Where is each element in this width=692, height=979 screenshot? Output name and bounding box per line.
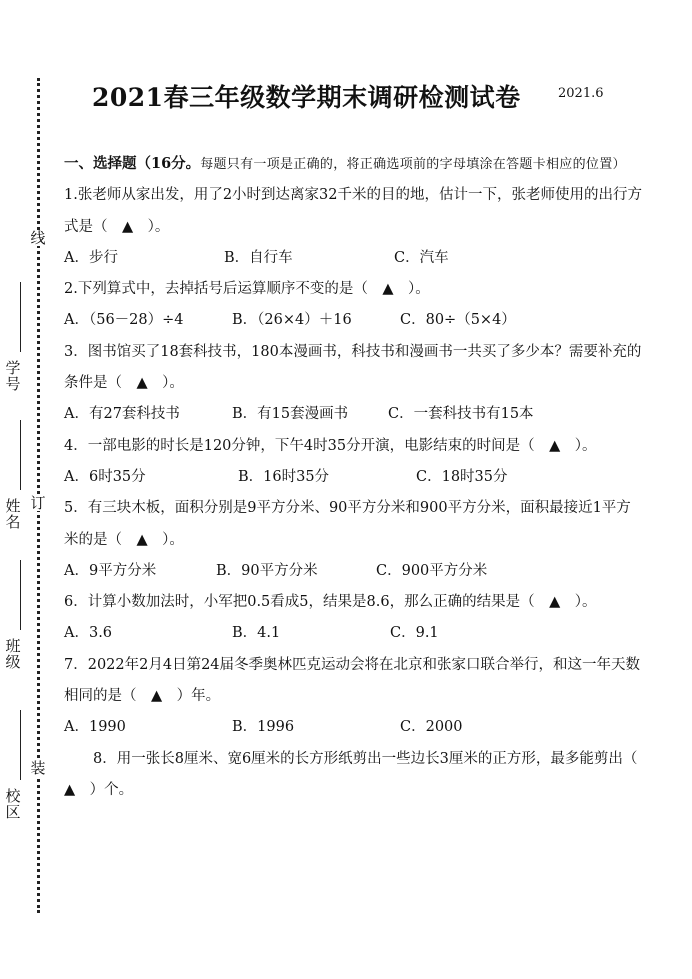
question-1: 1.张老师从家出发，用了2小时到达离家32千米的目的地，估计一下，张老师使用的出行方式是（ ▲ ）。 (64, 187, 643, 235)
student-number-field[interactable] (4, 282, 22, 400)
option-a[interactable]: A．有27套科技书 (64, 406, 180, 423)
name-field[interactable] (4, 420, 22, 538)
options-2 (64, 305, 644, 336)
option-a[interactable]: A．3.6 (64, 625, 113, 642)
option-a[interactable]: A．1990 (64, 719, 126, 736)
student-number-label: 学号 (5, 359, 21, 393)
option-b[interactable]: B．90平方分米 (216, 562, 318, 579)
binding-word-bind: 装 (27, 760, 49, 776)
question-8: 8．用一张长8厘米、宽6厘米的长方形纸剪出一些边长3厘米的正方形，最多能剪出（ ▲ ）个。 (64, 750, 652, 798)
section-title: 一、选择题（16分。 (64, 155, 201, 172)
option-c[interactable]: C．18时35分 (416, 468, 508, 485)
campus-label: 校区 (5, 787, 21, 821)
question-2: 2.下列算式中，去掉括号后运算顺序不变的是（ ▲ ）。 (64, 281, 430, 298)
section-instruction: 每题只有一项是正确的，将正确选项前的字母填涂在答题卡相应的位置） (200, 157, 626, 172)
name-label: 姓名 (5, 497, 21, 531)
option-b[interactable]: B．自行车 (224, 249, 293, 266)
options-1 (64, 243, 644, 274)
student-number-blank[interactable] (20, 282, 21, 352)
option-c[interactable]: C．2000 (400, 719, 463, 736)
campus-blank[interactable] (20, 710, 21, 780)
question-4: 4．一部电影的时长是120分钟，下午4时35分开演，电影结束的时间是（ ▲ ）。 (64, 437, 597, 454)
option-a[interactable]: A．（56－28）÷4 (64, 312, 184, 329)
options-6 (64, 618, 644, 649)
binding-word-line: 线 (27, 230, 49, 246)
class-blank[interactable] (20, 560, 21, 630)
class-field[interactable] (4, 560, 22, 678)
option-c[interactable]: C．80÷（5×4） (400, 312, 516, 329)
options-7 (64, 712, 644, 743)
option-c[interactable]: C．900平方分米 (376, 562, 488, 579)
option-c[interactable]: C．汽车 (394, 249, 449, 266)
exam-title: 2021春三年级数学期末调研检测试卷 (92, 83, 521, 112)
question-3: 3．图书馆买了18套科技书，180本漫画书，科技书和漫画书一共买了多少本？需要补充的条件是（ ▲ ）。 (64, 343, 642, 392)
option-b[interactable]: B．4.1 (232, 625, 281, 642)
option-b[interactable]: B．有15套漫画书 (232, 406, 349, 423)
campus-field[interactable] (4, 710, 22, 828)
exam-date: 2021.6 (558, 86, 604, 101)
option-a[interactable]: A．6时35分 (64, 468, 146, 485)
name-blank[interactable] (20, 420, 21, 490)
section-header (64, 148, 644, 180)
option-c[interactable]: C．一套科技书有15本 (388, 406, 534, 423)
option-b[interactable]: B．（26×4）＋16 (232, 312, 352, 329)
option-b[interactable]: B．1996 (232, 719, 295, 736)
exam-body (64, 148, 652, 806)
option-a[interactable]: A．9平方分米 (64, 562, 157, 579)
option-b[interactable]: B．16时35分 (238, 468, 330, 485)
question-7: 7．2022年2月4日第24届冬季奥林匹克运动会将在北京和张家口联合举行，和这一年天数相同的是（ ▲ ）年。 (64, 656, 641, 705)
class-label: 班级 (5, 637, 21, 671)
option-c[interactable]: C．9.1 (390, 625, 439, 642)
option-a[interactable]: A．步行 (64, 249, 118, 266)
options-5 (64, 556, 644, 587)
options-3 (64, 399, 644, 430)
binding-word-staple: 订 (27, 495, 49, 511)
question-5: 5．有三块木板，面积分别是9平方分米、90平方分米和900平方分米，面积最接近1平方米的是（ ▲ ）。 (64, 500, 631, 548)
options-4 (64, 462, 644, 493)
question-6: 6．计算小数加法时，小军把0.5看成5，结果是8.6，那么正确的结果是（ ▲ ）。 (64, 594, 597, 611)
